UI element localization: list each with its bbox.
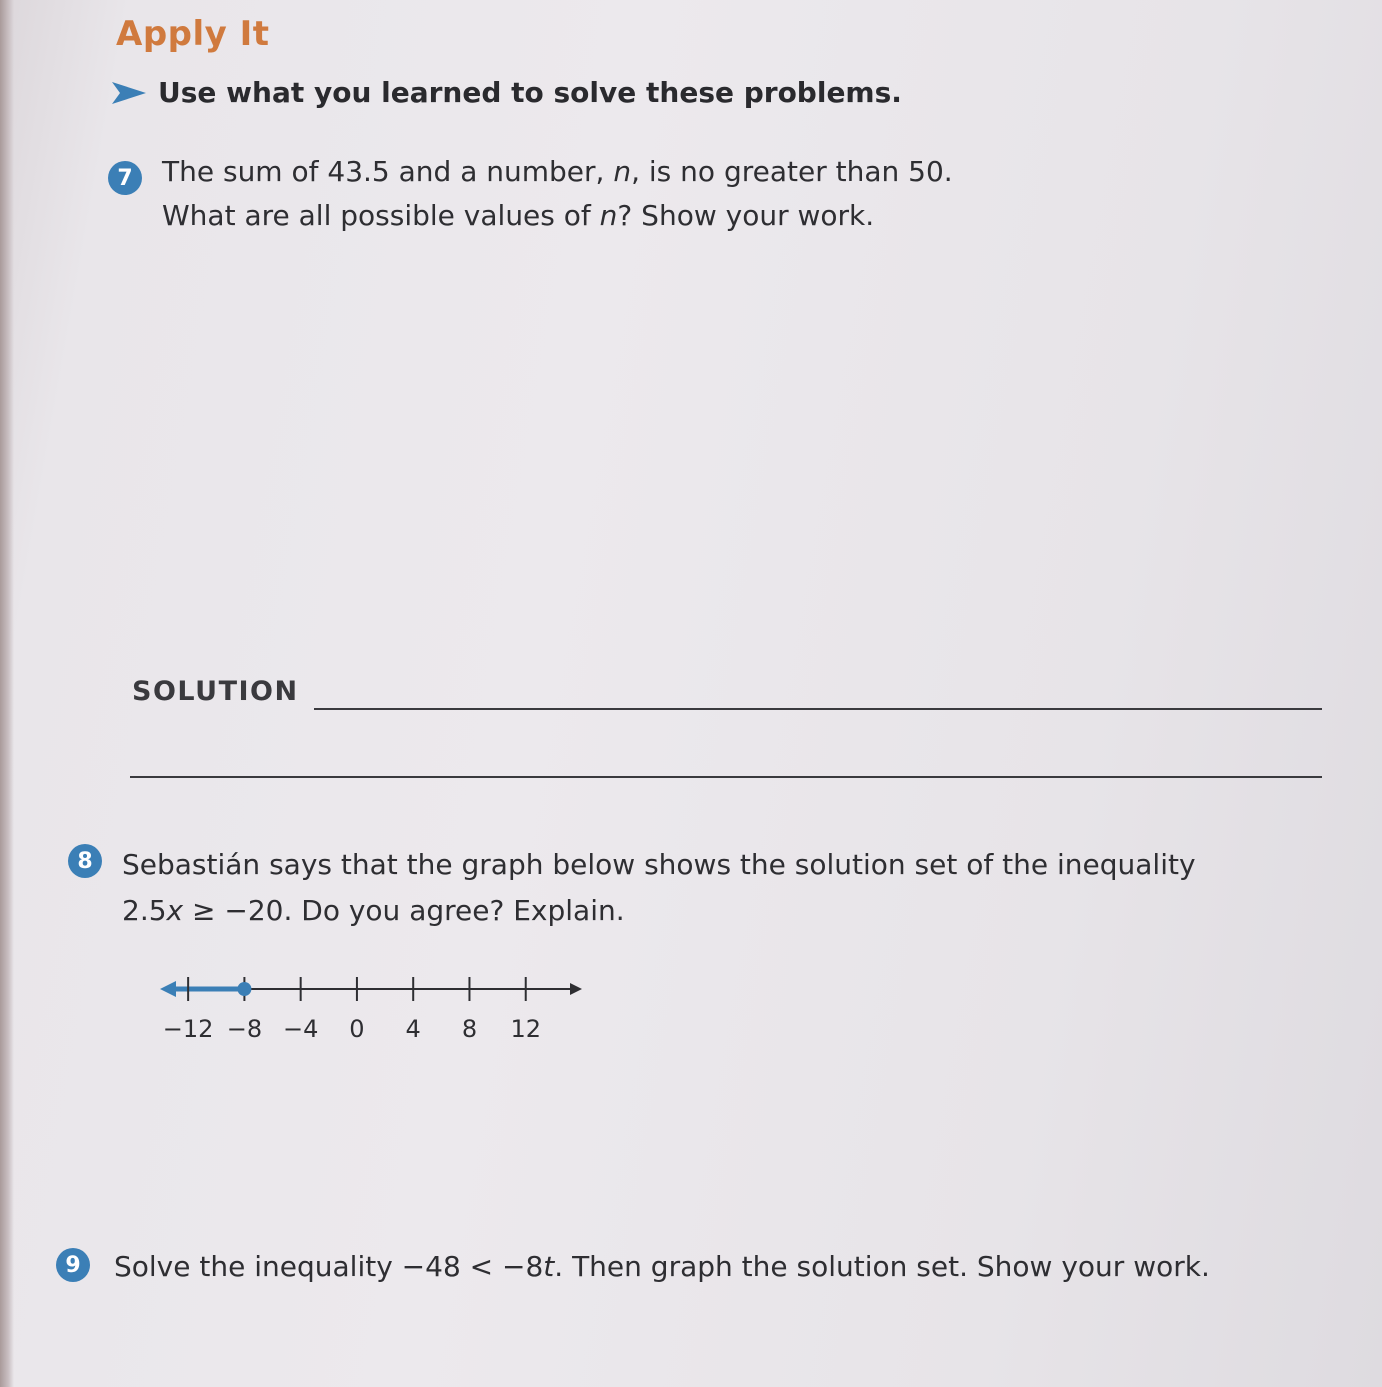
page-edge-shadow [0, 0, 14, 1387]
problem-9-text: Solve the inequality −48 < −8t. Then graph the solution set. Show your work. [114, 1250, 1210, 1283]
number-line-tick-label: −12 [162, 1015, 214, 1043]
problem-8-text: Sebastián says that the graph below shows the solution set of the inequality 2.5x ≥ −20. Do you agree? Explain. [122, 848, 1196, 927]
intro-text: Use what you learned to solve these problems. [158, 76, 902, 109]
number-line-tick-label: −8 [226, 1015, 263, 1043]
solution-answer-line-2[interactable] [130, 776, 1322, 778]
closed-endpoint-dot [237, 982, 251, 996]
problem-8-badge: 8 [68, 844, 102, 878]
problem-7-text: The sum of 43.5 and a number, n, is no greater than 50. What are all possible values of n? Show your work. [162, 155, 953, 232]
section-heading: Apply It [116, 14, 270, 54]
number-line-tick-label: −4 [282, 1015, 319, 1043]
solution-label: SOLUTION [132, 676, 299, 707]
number-line-tick-label: 4 [405, 1015, 421, 1043]
solution-ray-arrow [160, 981, 176, 997]
problem-9-badge: 9 [56, 1248, 90, 1282]
intro-instruction [110, 76, 902, 109]
solution-answer-line-1[interactable] [314, 708, 1322, 710]
number-line-tick-label: 0 [349, 1015, 365, 1043]
number-line-graph [150, 962, 590, 1052]
number-line-tick-label: 12 [510, 1015, 542, 1043]
number-line-tick-label: 8 [461, 1015, 478, 1043]
problem-7-badge: 7 [108, 161, 142, 195]
number-line-right-arrow [570, 983, 582, 995]
arrow-bullet-icon [110, 78, 150, 108]
